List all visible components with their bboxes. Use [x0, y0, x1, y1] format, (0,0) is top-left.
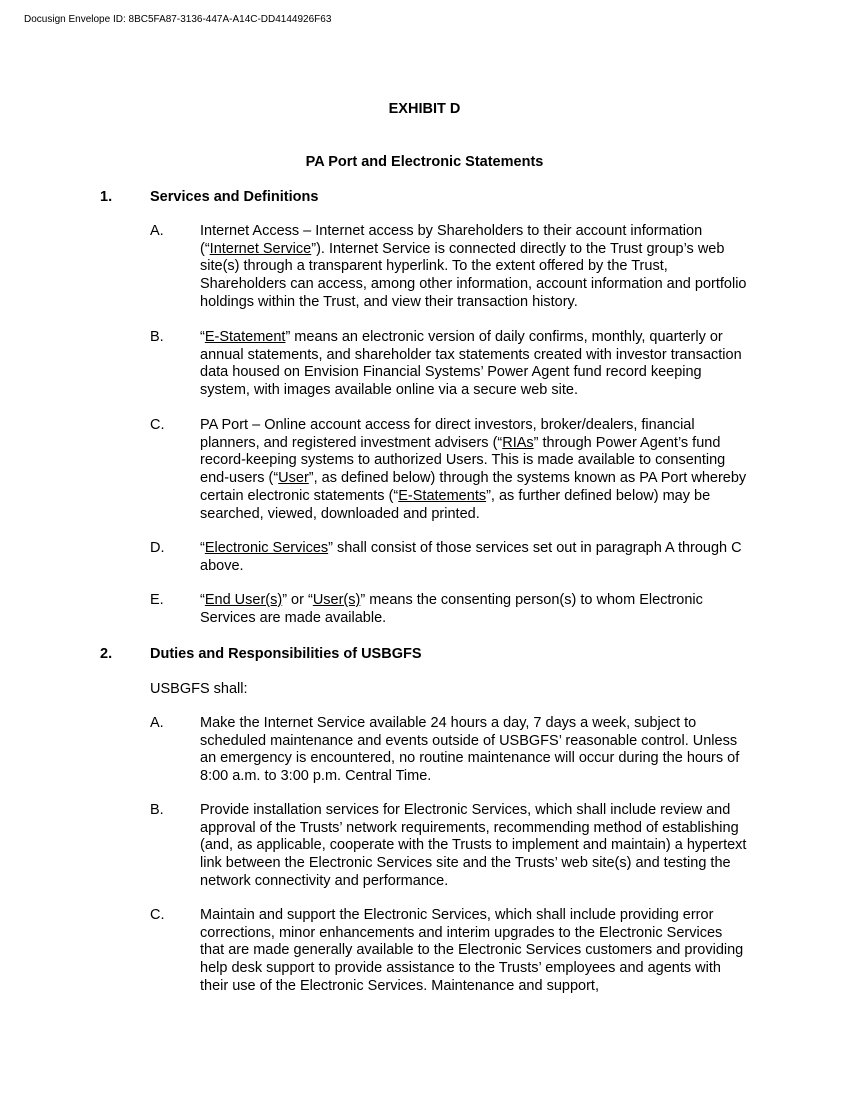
item-text — [200, 907, 750, 996]
text-run: ” or “ — [282, 592, 313, 608]
item-letter: A. — [150, 223, 164, 239]
item-text — [200, 540, 750, 575]
defined-term: RIAs — [502, 434, 534, 451]
text-run: “ — [200, 592, 205, 608]
item-letter: C. — [150, 907, 165, 923]
section-heading-1 — [100, 188, 318, 206]
item-letter: B. — [150, 329, 164, 345]
item-letter: C. — [150, 417, 165, 433]
item-letter: B. — [150, 802, 164, 818]
text-run: PA Port – Online account access for direct investors, broker/dealers, financial planners, and registered investment advisers (“ — [200, 417, 695, 451]
defined-term: E-Statements — [398, 487, 487, 504]
defined-term: User(s) — [312, 592, 361, 608]
definition-item-c — [150, 417, 750, 523]
text-run: Make the Internet Service available 24 hours a day, 7 days a week, subject to scheduled maintenance and events outside of USBGFS’ reasonable control. Unless an emergency is encountered, no routine maintenance will occur during the hours of 8:00 a.m. to 3:00 p.m. Central Time. — [200, 715, 740, 785]
defined-term: E-Statement — [204, 329, 286, 345]
text-run: ”). Internet Service is connected directly to the Trust group’s web site(s) through a transparent hyperlink. To the extent offered by the Trust, Shareholders can access, among other information, account information and portfolio holdings within the Trust, and view their transaction history. — [200, 240, 747, 310]
section-heading-2 — [100, 645, 422, 663]
text-run: ”, as further defined below) may be searched, viewed, downloaded and printed. — [200, 487, 711, 522]
text-run: ” through Power Agent’s fund record-keeping systems to authorized Users. This is made available to consenting end-users (“ — [200, 434, 726, 487]
defined-term: End User(s) — [204, 592, 283, 608]
section-intro: USBGFS shall: — [150, 681, 248, 697]
item-letter: E. — [150, 592, 164, 608]
definition-item-a — [150, 223, 750, 312]
definition-item-b — [150, 329, 750, 400]
defined-term: Electronic Services — [204, 540, 329, 556]
document-title: PA Port and Electronic Statements — [305, 154, 544, 170]
text-run: ” shall consist of those services set out in paragraph A through C above. — [200, 540, 742, 574]
exhibit-title: EXHIBIT D — [388, 101, 461, 117]
definition-item-e — [150, 592, 750, 627]
section-title: Services and Definitions — [150, 189, 319, 205]
section-number: 2. — [100, 646, 113, 662]
section-number: 1. — [100, 189, 113, 205]
text-run: ” means an electronic version of daily confirms, monthly, quarterly or annual statements, and shareholder tax statements created with investor transaction data housed on Envision Financial Systems’ Power Agent fund record keeping system, with images available online via a secure web site. — [200, 329, 742, 399]
text-run: Maintain and support the Electronic Services, which shall include providing error corrections, minor enhancements and interim upgrades to the Electronic Services that are made generally available to the Electronic Services customers and providing help desk support to provide assistance to the Trusts’ employees and agents with their use of the Electronic Services. Maintenance and support, — [200, 907, 744, 994]
defined-term: User — [278, 470, 309, 487]
definition-item-d — [150, 540, 750, 575]
item-text — [200, 592, 750, 627]
envelope-id: Docusign Envelope ID: 8BC5FA87-3136-447A-A14C-DD4144926F63 — [24, 14, 332, 25]
text-run: ” means the consenting person(s) to whom Electronic Services are made available. — [200, 592, 703, 626]
item-text — [200, 329, 750, 400]
section-title: Duties and Responsibilities of USBGFS — [150, 646, 422, 662]
duty-item-b — [150, 802, 750, 891]
text-run: ”, as defined below) through the systems known as PA Port whereby certain electronic statements (“ — [200, 470, 747, 504]
text-run: Internet Access – Internet access by Shareholders to their account information (“ — [200, 223, 703, 257]
defined-term: Internet Service — [209, 240, 312, 257]
text-run: Provide installation services for Electronic Services, which shall include review and approval of the Trusts’ network requirements, recommending method of establishing (and, as applicable, cooperate with the Trusts to implement and maintain) a hypertext link between the Electronic Services site and the Trusts’ web site(s) and testing the network connectivity and performance. — [200, 802, 747, 889]
text-run: “ — [200, 329, 205, 345]
item-text — [200, 417, 750, 523]
duty-item-a — [150, 715, 750, 786]
text-run: “ — [200, 540, 205, 556]
item-text — [200, 715, 750, 786]
item-letter: D. — [150, 540, 165, 556]
item-letter: A. — [150, 715, 164, 731]
duty-item-c — [150, 907, 750, 996]
item-text — [200, 223, 750, 312]
item-text — [200, 802, 750, 891]
